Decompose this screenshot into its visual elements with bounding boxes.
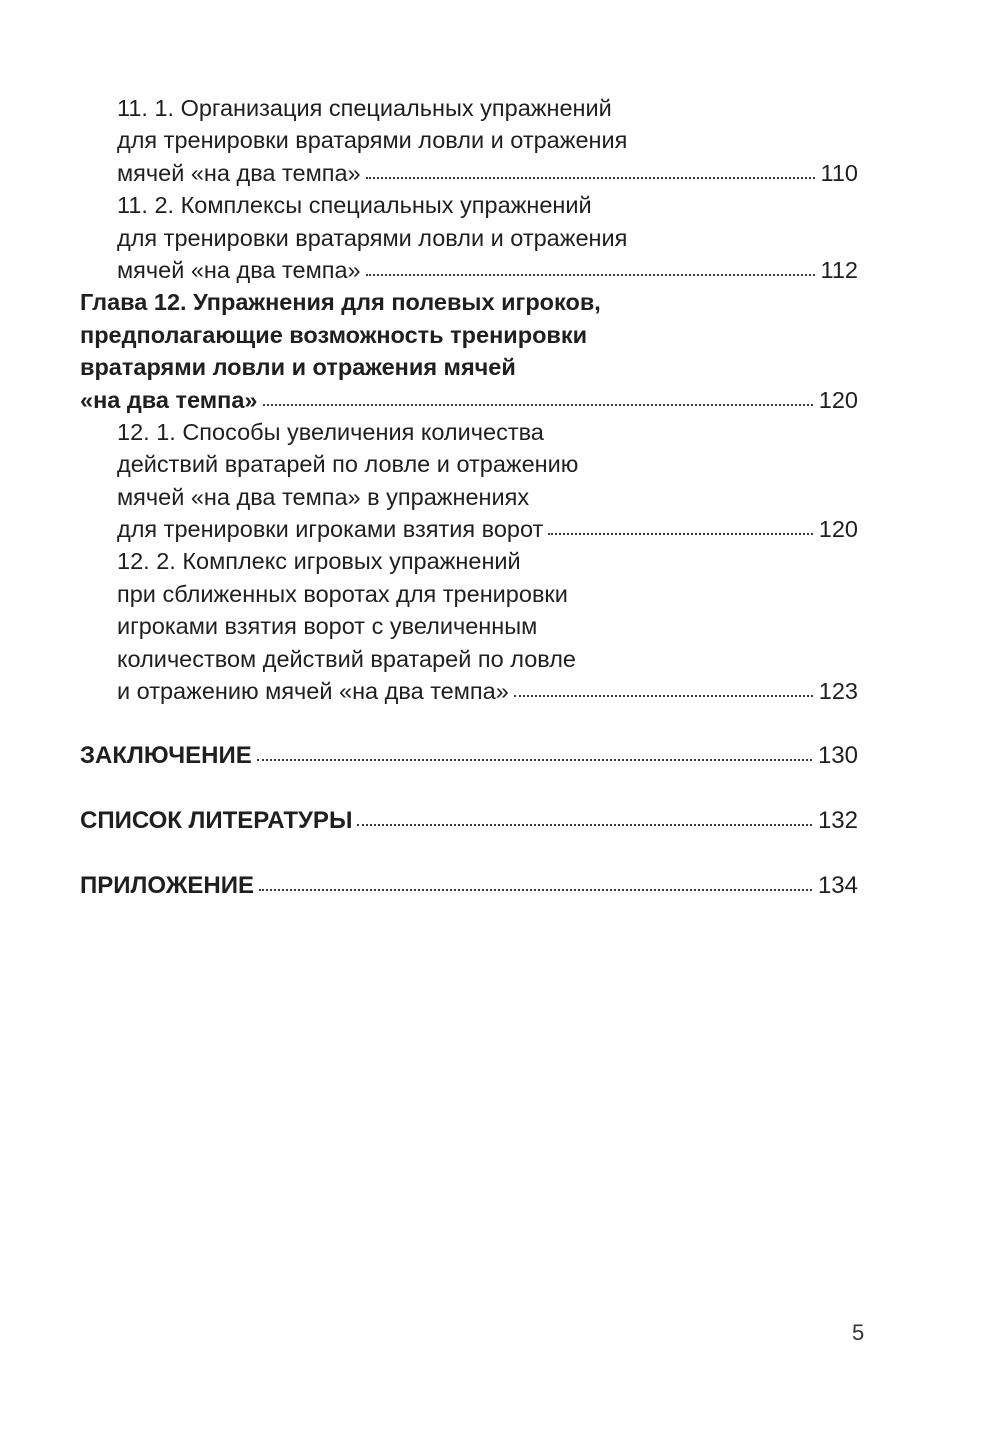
toc-page-number: 112 (820, 256, 858, 283)
toc-entry-last-line: и отражению мячей «на два темпа» (117, 678, 509, 705)
toc-entry-line: игроками взятия ворот с увеличенным (117, 613, 538, 640)
toc-entry-appendix[interactable] (0, 870, 1000, 902)
dot-leader (259, 888, 812, 891)
toc-entry-last-line: СПИСОК ЛИТЕРАТУРЫ (80, 806, 353, 834)
toc-entry-conclusion[interactable] (0, 740, 1000, 772)
toc-entry-line: мячей «на два темпа» в упражнениях (117, 483, 530, 510)
toc-entry-12-2[interactable] (0, 545, 1000, 707)
toc-entry-line: 12. 1. Способы увеличения количества (117, 418, 544, 445)
dot-leader (357, 823, 812, 826)
dot-leader (366, 176, 815, 179)
dot-leader (366, 273, 815, 276)
toc-page-number: 120 (818, 386, 858, 413)
table-of-contents (0, 92, 1000, 902)
dot-leader (548, 532, 812, 535)
toc-entry-line: для тренировки вратарями ловли и отражения (117, 127, 628, 154)
toc-entry-line: Глава 12. Упражнения для полевых игроков, (80, 289, 601, 316)
toc-entry-11-2[interactable] (0, 189, 1000, 286)
toc-entry-line: количеством действий вратарей по ловле (117, 645, 576, 672)
dot-leader (257, 758, 812, 761)
toc-page-number: 134 (817, 871, 858, 899)
toc-entry-line: действий вратарей по ловле и отражению (117, 451, 579, 478)
toc-entry-12-1[interactable] (0, 416, 1000, 546)
toc-entry-last-line: мячей «на два темпа» (117, 256, 361, 283)
toc-page-number: 120 (818, 516, 858, 543)
dot-leader (263, 403, 813, 406)
toc-entry-last-line: «на два темпа» (80, 386, 258, 413)
toc-entry-line: 11. 2. Комплексы специальных упражнений (117, 192, 592, 219)
toc-entry-line: предполагающие возможность тренировки (80, 321, 588, 348)
toc-entry-line: 12. 2. Комплекс игровых упражнений (117, 548, 521, 575)
toc-entry-last-line: ЗАКЛЮЧЕНИЕ (80, 741, 252, 769)
toc-entry-last-line: для тренировки игроками взятия ворот (117, 516, 544, 543)
toc-entry-11-1[interactable] (0, 92, 1000, 189)
page-number: 5 (852, 1320, 865, 1345)
toc-entry-line: 11. 1. Организация специальных упражнений (117, 95, 612, 121)
toc-entry-line: вратарями ловли и отражения мячей (80, 354, 516, 381)
toc-entry-bibliography[interactable] (0, 805, 1000, 837)
toc-entry-last-line: мячей «на два темпа» (117, 159, 361, 186)
toc-page-number: 110 (820, 159, 858, 186)
toc-page-number: 132 (817, 806, 858, 834)
toc-entry-last-line: ПРИЛОЖЕНИЕ (80, 871, 254, 899)
dot-leader (514, 694, 813, 697)
toc-page-number: 123 (818, 678, 858, 705)
toc-entry-chapter-12[interactable] (0, 286, 1000, 416)
toc-page-number: 130 (817, 741, 858, 769)
toc-entry-line: при сближенных воротах для тренировки (117, 580, 568, 607)
toc-entry-line: для тренировки вратарями ловли и отражения (117, 224, 628, 251)
